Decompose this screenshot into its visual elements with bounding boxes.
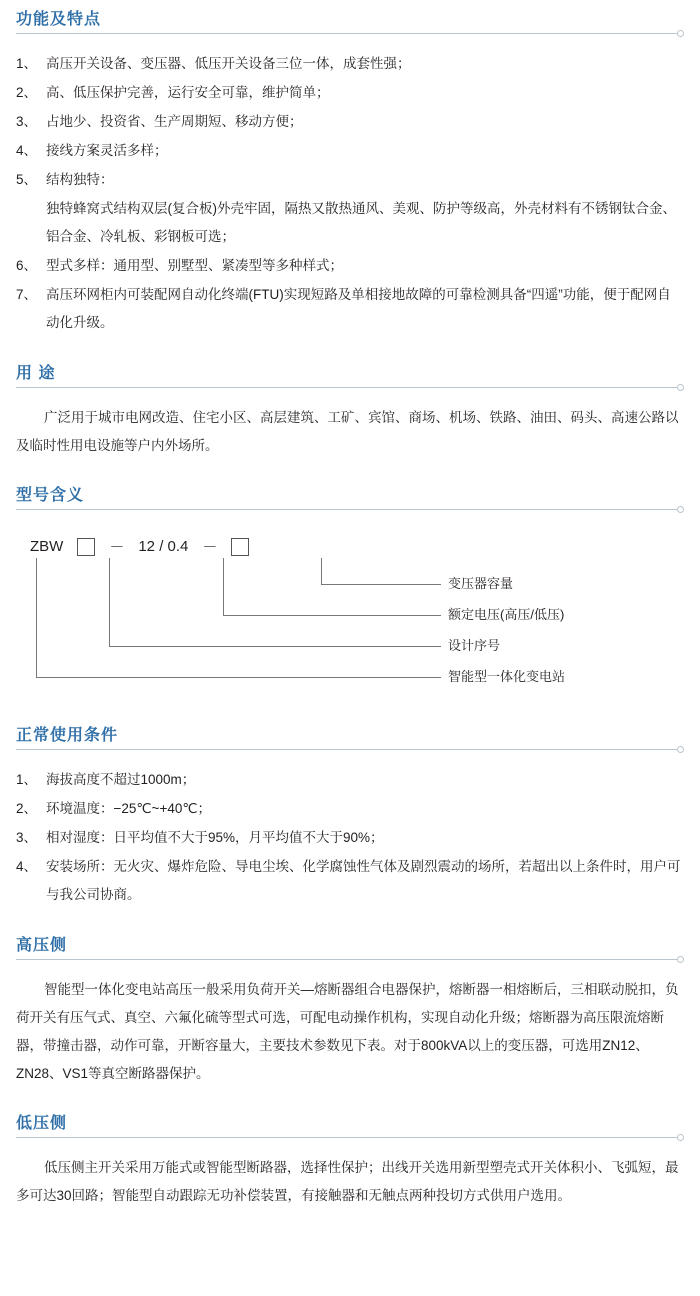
list-item-number: 6、 — [16, 258, 38, 273]
model-box-1 — [77, 538, 95, 556]
section-title: 功能及特点 — [16, 11, 102, 28]
list-item-number: 2、 — [16, 801, 38, 816]
section-header-lv-side — [16, 1110, 684, 1144]
list-item-text: 海拔高度不超过1000m； — [46, 772, 196, 787]
list-item-text: 占地少、投资省、生产周期短、移动方便； — [46, 114, 303, 129]
list-item — [16, 795, 684, 823]
list-item-text: 型式多样：通用型、别墅型、紧凑型等多种样式； — [46, 258, 343, 273]
list-item — [16, 79, 684, 107]
list-item-text: 安装场所：无火灾、爆炸危险、导电尘埃、化学腐蚀性气体及剧烈震动的场所，若超出以上条件时，用户可与我公司协商。 — [46, 859, 681, 902]
model-designation-diagram — [16, 530, 684, 710]
list-item-number: 1、 — [16, 56, 38, 71]
list-item-number: 5、 — [16, 172, 38, 187]
section-header-usage — [16, 360, 684, 394]
section-rule — [16, 749, 684, 750]
section-title: 低压侧 — [16, 1115, 68, 1132]
list-item — [16, 50, 684, 78]
features-sub-paragraph: 独特蜂窝式结构双层(复合板)外壳牢固，隔热又散热通风、美观、防护等级高，外壳材料有不锈钢钛合金、铝合金、冷轧板、彩钢板可选； — [46, 201, 676, 244]
model-voltage: 12 / 0.4 — [138, 538, 189, 555]
section-rule — [16, 509, 684, 510]
section-header-model — [16, 482, 684, 516]
spacer — [16, 1088, 684, 1110]
list-item-text: 高压环网柜内可装配网自动化终端(FTU)实现短路及单相接地故障的可靠检测具备“四遥”功能，便于配网自动化升级。 — [46, 287, 671, 330]
model-dash-1: － — [109, 539, 125, 556]
list-item-number: 2、 — [16, 85, 38, 100]
spacer — [16, 710, 684, 722]
features-list-continued — [16, 252, 684, 337]
list-item-number: 3、 — [16, 114, 38, 129]
section-title: 型号含义 — [16, 487, 85, 504]
list-item — [16, 824, 684, 852]
section-rule — [16, 387, 684, 388]
list-item-number: 1、 — [16, 772, 38, 787]
list-item-text: 结构独特： — [46, 172, 114, 187]
spacer — [16, 910, 684, 932]
list-item-text: 环境温度：−25℃~+40℃； — [46, 801, 212, 816]
leader-label: 变压器容量 — [448, 576, 514, 591]
list-item — [16, 108, 684, 136]
section-rule — [16, 959, 684, 960]
list-item-number: 4、 — [16, 143, 38, 158]
spacer — [16, 460, 684, 482]
list-item — [16, 853, 684, 909]
section-title: 用 途 — [16, 365, 56, 382]
leader-label: 智能型一体化变电站 — [448, 669, 566, 684]
spacer — [16, 338, 684, 360]
list-item — [16, 137, 684, 165]
section-title: 正常使用条件 — [16, 727, 119, 744]
section-header-features — [16, 6, 684, 40]
usage-paragraph: 广泛用于城市电网改造、住宅小区、高层建筑、工矿、宾馆、商场、机场、铁路、油田、码头、高速公路以及临时性用电设施等户内外场所。 — [16, 410, 679, 453]
leader-label: 设计序号 — [448, 638, 501, 653]
list-item-text: 相对湿度：日平均值不大于95%，月平均值不大于90%； — [46, 830, 384, 845]
model-code-row — [30, 536, 263, 557]
section-header-hv-side — [16, 932, 684, 966]
leader-label: 额定电压(高压/低压) — [448, 607, 565, 622]
section-header-conditions — [16, 722, 684, 756]
conditions-list — [16, 766, 684, 909]
list-item-text: 高压开关设备、变压器、低压开关设备三位一体，成套性强； — [46, 56, 411, 71]
list-item-number: 3、 — [16, 830, 38, 845]
section-rule — [16, 1137, 684, 1138]
list-item-text: 高、低压保护完善，运行安全可靠，维护简单； — [46, 85, 330, 100]
list-item-number: 7、 — [16, 287, 38, 302]
list-item — [16, 281, 684, 337]
hv-side-paragraph: 智能型一体化变电站高压一般采用负荷开关—熔断器组合电器保护，熔断器一相熔断后，三相联动脱扣，负荷开关有压气式、真空、六氟化硫等型式可选，可配电动操作机构，实现自动化升级；熔断器为高压限流熔断器，带撞击器，动作可靠，开断容量大，主要技术参数见下表。对于800kVA以上的变压器，可选用ZN12、ZN28、VS1等真空断路器保护。 — [16, 982, 679, 1081]
list-item-text: 接线方案灵活多样； — [46, 143, 168, 158]
lv-side-paragraph: 低压侧主开关采用万能式或智能型断路器，选择性保护；出线开关选用新型塑壳式开关体积小、飞弧短，最多可达30回路；智能型自动跟踪无功补偿装置，有接触器和无触点两种投切方式供用户选用。 — [16, 1160, 679, 1203]
list-item — [16, 766, 684, 794]
section-title: 高压侧 — [16, 937, 68, 954]
list-item — [16, 166, 684, 194]
section-rule — [16, 33, 684, 34]
features-list — [16, 50, 684, 194]
model-box-2 — [231, 538, 249, 556]
list-item-number: 4、 — [16, 859, 38, 874]
model-prefix: ZBW — [30, 538, 64, 555]
model-dash-2: － — [202, 539, 218, 556]
list-item — [16, 252, 684, 280]
